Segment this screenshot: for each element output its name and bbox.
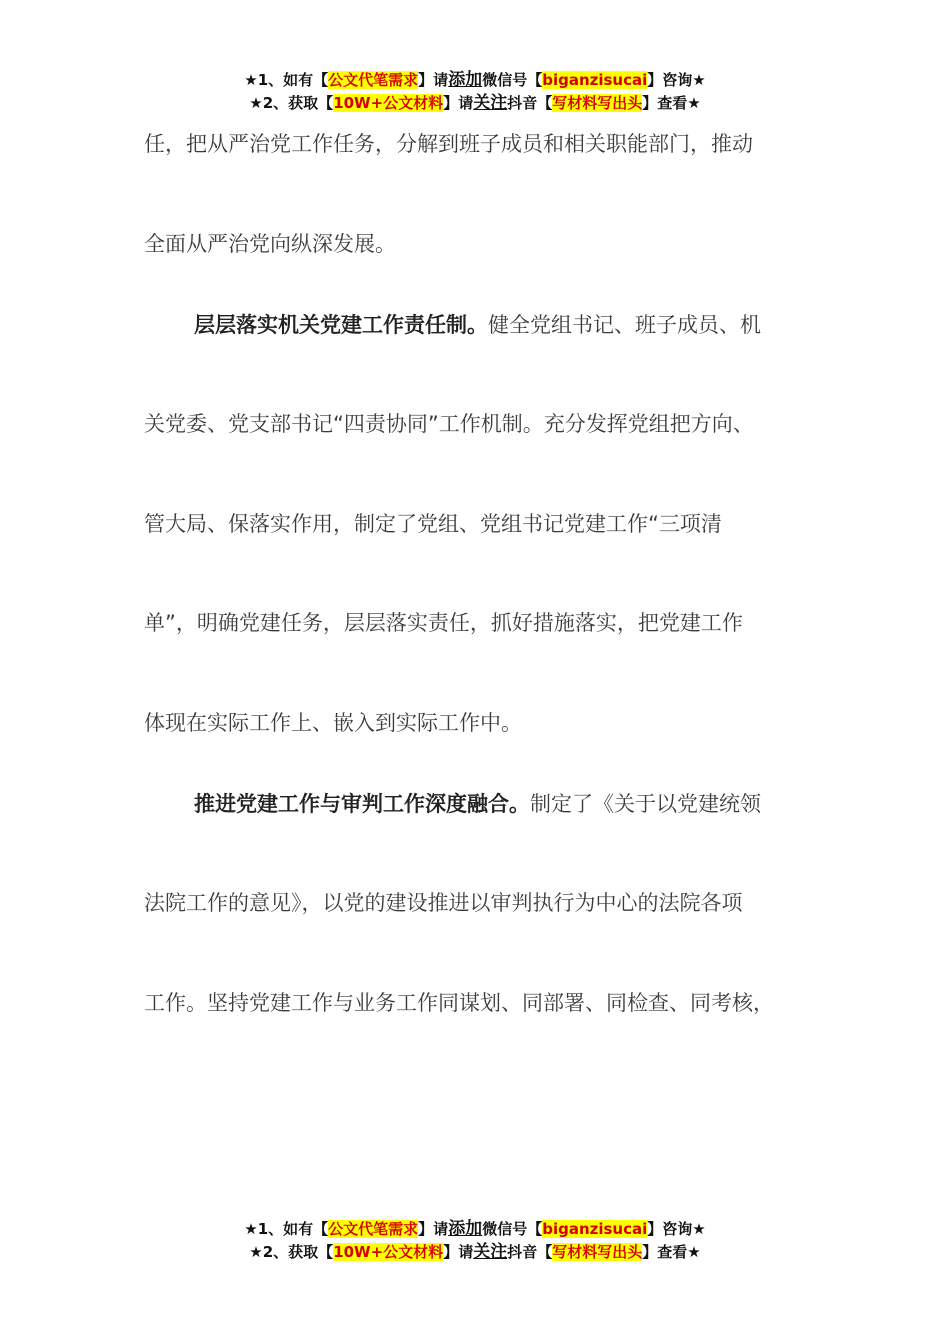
- banner-text: ★2、获取【: [249, 94, 334, 112]
- body-line: 体现在实际工作上、嵌入到实际工作中。: [144, 711, 522, 735]
- highlight-wechat-id: biganzisucai: [542, 71, 648, 89]
- highlight-writing-service: 公文代笔需求: [328, 71, 419, 89]
- header-banner: [0, 69, 950, 115]
- body-line: 法院工作的意见》，以党的建设推进以审判执行为中心的法院各项: [144, 891, 743, 915]
- banner-text: ★1、如有【: [244, 1220, 329, 1238]
- highlight-materials: 10W+公文材料: [333, 1243, 444, 1261]
- banner-line-1: [0, 1218, 950, 1241]
- emphasis-add: 添加: [448, 1219, 483, 1239]
- paragraph-2-first-line: [194, 310, 761, 340]
- paragraph-3-first-line: [194, 789, 761, 819]
- paragraph-heading: 层层落实机关党建工作责任制。: [194, 313, 488, 337]
- body-line: 单”，明确党建任务，层层落实责任，抓好措施落实，把党建工作: [144, 611, 743, 635]
- banner-line-1: [0, 69, 950, 92]
- banner-text: 】查看★: [642, 94, 701, 112]
- banner-text: 微信号【: [482, 1220, 543, 1238]
- highlight-materials: 10W+公文材料: [333, 94, 444, 112]
- body-line: 关党委、党支部书记“四责协同”工作机制。充分发挥党组把方向、: [144, 412, 754, 436]
- banner-line-2: [0, 92, 950, 115]
- banner-text: 抖音【: [507, 1243, 553, 1261]
- emphasis-follow: 关注: [473, 1242, 508, 1262]
- banner-text: 】咨询★: [647, 71, 706, 89]
- body-line: 全面从严治党向纵深发展。: [144, 232, 396, 256]
- banner-text: 微信号【: [482, 71, 543, 89]
- emphasis-follow: 关注: [473, 93, 508, 113]
- highlight-douyin-account: 写材料写出头: [552, 1243, 643, 1261]
- body-line: 管大局、保落实作用，制定了党组、党组书记党建工作“三项清: [144, 512, 722, 536]
- paragraph-heading: 推进党建工作与审判工作深度融合。: [194, 792, 530, 816]
- body-line: 任，把从严治党工作任务，分解到班子成员和相关职能部门，推动: [144, 132, 753, 156]
- banner-text: 】查看★: [642, 1243, 701, 1261]
- banner-text: ★2、获取【: [249, 1243, 334, 1261]
- body-text: 健全党组书记、班子成员、机: [488, 313, 761, 337]
- banner-text: 】咨询★: [647, 1220, 706, 1238]
- footer-banner: [0, 1218, 950, 1264]
- banner-text: ★1、如有【: [244, 71, 329, 89]
- banner-text: 抖音【: [507, 94, 553, 112]
- emphasis-add: 添加: [448, 70, 483, 90]
- highlight-wechat-id: biganzisucai: [542, 1220, 648, 1238]
- highlight-writing-service: 公文代笔需求: [328, 1220, 419, 1238]
- banner-line-2: [0, 1241, 950, 1264]
- banner-text: 】请: [418, 1220, 449, 1238]
- banner-text: 】请: [418, 71, 449, 89]
- banner-text: 】请: [443, 94, 474, 112]
- body-line: 工作。坚持党建工作与业务工作同谋划、同部署、同检查、同考核，: [144, 991, 774, 1015]
- highlight-douyin-account: 写材料写出头: [552, 94, 643, 112]
- body-text: 制定了《关于以党建统领: [530, 792, 761, 816]
- banner-text: 】请: [443, 1243, 474, 1261]
